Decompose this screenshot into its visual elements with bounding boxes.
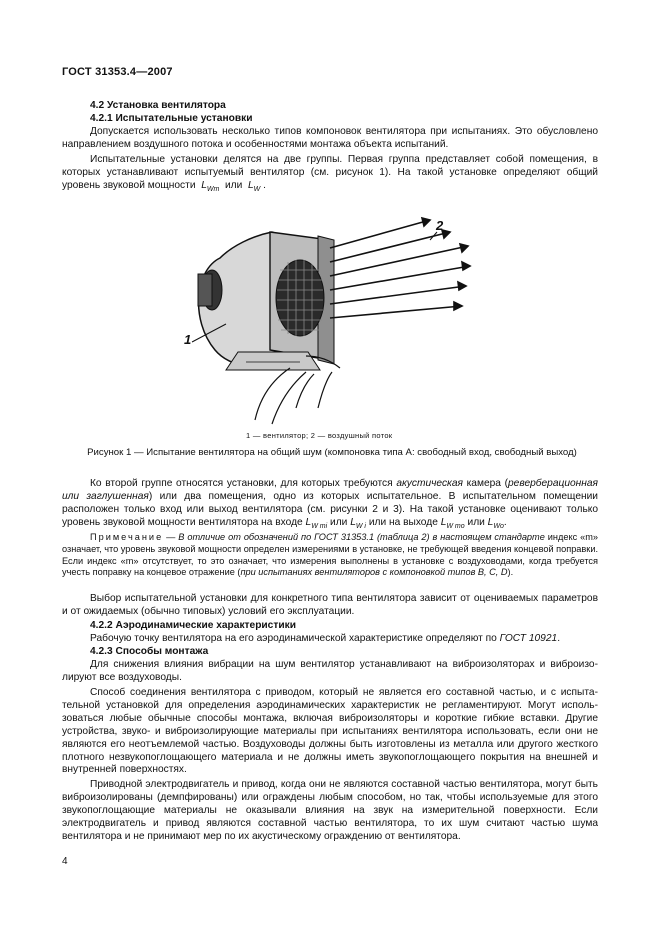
paragraph-mounting-1: Для снижения влияния вибрации на шум вентилятор устанавливают на виброизоляторах и виброизолируют все воздуховоды. [62, 659, 598, 683]
subsection-heading-4-2-1: 4.2.1 Испытательные установки [90, 113, 253, 124]
section-heading-4-2: 4.2 Установка вентилятора [90, 100, 226, 111]
subsection-heading-4-2-3: 4.2.3 Способы монтажа [90, 646, 209, 657]
figure-caption: Рисунок 1 — Испытание вентилятора на общий шум (компоновка типа А: свободный вход, свободный выход) [87, 447, 577, 458]
figure-legend: 1 — вентилятор; 2 — воздушный поток [246, 431, 393, 440]
fan-outlet-grille [276, 260, 324, 336]
document-header: ГОСТ 31353.4—2007 [62, 66, 173, 78]
airflow-arrows-outlet [330, 218, 470, 318]
fan-motor-cap [198, 274, 212, 306]
paragraph-second-group: Ко второй группе относятся установки, для которых требуются акустическая камера (реверберационная или заглушенная) или два помещения, одно из которых испытательное. В испытательном помещении расположен только вход или выход вентилятора (см. рисунки 2 и 3). На такой установке оценивают только уровень звуковой мощности вентилятора на входе $L_{W mi}$ или $L_{W i}$ или на выходе $L_{W mo}$ или $L_{Wo}$. [62, 478, 598, 530]
figure-label-1: 1 [184, 332, 192, 347]
paragraph-aero: Рабочую точку вентилятора на его аэродинамической характеристике определяют по ГОСТ 10921. [90, 633, 561, 644]
subsection-heading-4-2-2: 4.2.2 Аэродинамические характеристики [90, 620, 296, 631]
paragraph-setups-intro: Допускается использовать несколько типов компоновок вентилятора при испытаниях. Это обусловлено направлением воздушного потока и особенностями монтажа объекта испытаний. [62, 126, 598, 150]
paragraph-mounting-3: Приводной электродвигатель и привод, когда они не являются составной частью вентилятора, могут быть виброизолированы (демпфированы) или ограждены любым способом, но так, чтобы используемые для этого звукопоглощающие материалы не оказывали влияния на звук на измерительной поверхности. Если электродвигатель и привод являются составной частью вентилятора, то их шум считают частью шума вентилятора и не принимают мер по их акустическому ограждению от вентилятора. [62, 779, 598, 842]
paragraph-setups-groups: Испытательные установки делятся на две группы. Первая группа представляет собой помещения, в которых устанавливают испытуемый вентилятор (см. рисунок 1). На такой установке определяют общий уровень звуковой мощности $L_{Wm}$ или $L_W$ . [62, 154, 598, 193]
page-number: 4 [62, 856, 68, 867]
fan-base-stand [226, 352, 320, 370]
paragraph-mounting-2: Способ соединения вентилятора с приводом, который не является его составной частью, и с испытательной установкой для определения аэродинамических характеристик не регламентируют. Могут использоваться любые обычные способы монтажа, включая виброизоляторы и короткие гибкие вставки. Другие устройства, звуко- и виброизолирующие материалы при испытаниях вентилятора использовать, если они не являются его неотъемлемой частью. Воздуховоды должны быть изготовлены из металла или другого жесткого плотного незвукопоглощающего материала и не должны иметь звукопоглощающего покрытия на внешней и внутренней поверхностях. [62, 687, 598, 776]
note-block: Примечание — В отличие от обозначений по ГОСТ 31353.1 (таблица 2) в настоящем стандарте индекс «m» означает, что уровень звуковой мощности определен измерениями в установке, не требующей введения концевой поправки. Если индекс «m» отсутствует, то это означает, что измерения выполнены в установке с воздуховодами, когда требуется учесть поправку на концевое отражение (при испытаниях вентиляторов с компоновкой типов В, С, D). [62, 532, 599, 578]
paragraph-setup-choice: Выбор испытательной установки для конкретного типа вентилятора зависит от оцениваемых параметров и от ожидаемых (обычно типовых) условий его эксплуатации. [62, 593, 598, 617]
figure-label-2: 2 [436, 218, 444, 233]
